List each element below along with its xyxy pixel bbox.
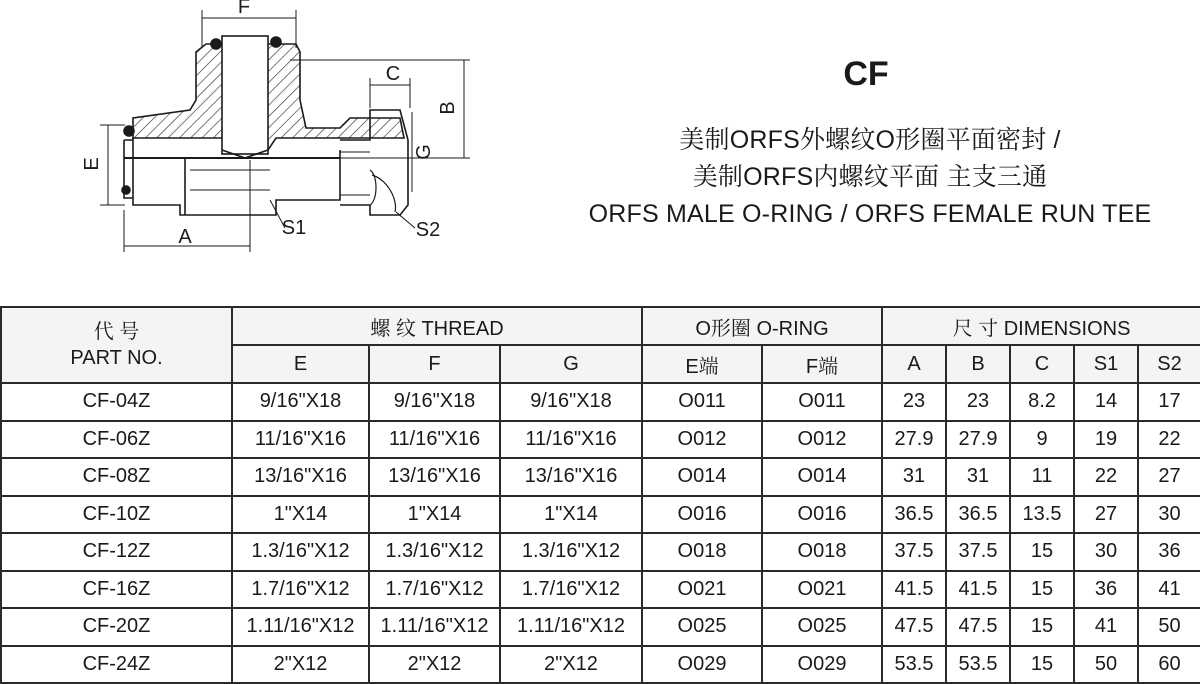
- cell-part-no: CF-24Z: [1, 646, 232, 684]
- col-oring-e: E端: [642, 345, 762, 383]
- cell-dim-c: 15: [1010, 608, 1074, 646]
- cell-oring-e: O029: [642, 646, 762, 684]
- cell-dim-s2: 22: [1138, 421, 1200, 459]
- cell-oring-e: O025: [642, 608, 762, 646]
- table-row: [1, 496, 1200, 534]
- table-row: [1, 571, 1200, 609]
- table-body: [1, 383, 1200, 683]
- cell-oring-e: O021: [642, 571, 762, 609]
- col-dim-a: A: [882, 345, 946, 383]
- dim-label-b: B: [437, 101, 459, 115]
- cell-dim-b: 23: [946, 383, 1010, 421]
- cell-oring-e: O014: [642, 458, 762, 496]
- cell-dim-s2: 17: [1138, 383, 1200, 421]
- col-dim-c: C: [1010, 345, 1074, 383]
- table-row: [1, 646, 1200, 684]
- cell-dim-s1: 14: [1074, 383, 1138, 421]
- cell-part-no: CF-20Z: [1, 608, 232, 646]
- cell-dim-a: 53.5: [882, 646, 946, 684]
- dim-label-e: E: [81, 157, 103, 171]
- cell-dim-a: 23: [882, 383, 946, 421]
- header-dimensions: 尺 寸 DIMENSIONS: [882, 307, 1200, 345]
- cell-part-no: CF-12Z: [1, 533, 232, 571]
- title-cn-line-1: 美制ORFS外螺纹O形圈平面密封 /: [679, 126, 1061, 154]
- table-row: [1, 458, 1200, 496]
- header-part-en: PART NO.: [70, 347, 163, 369]
- table-row: [1, 383, 1200, 421]
- header-part-cn: 代 号: [93, 321, 140, 343]
- cell-part-no: CF-04Z: [1, 383, 232, 421]
- cell-dim-c: 8.2: [1010, 383, 1074, 421]
- cell-dim-s1: 30: [1074, 533, 1138, 571]
- cell-oring-e: O011: [642, 383, 762, 421]
- cell-dim-s2: 60: [1138, 646, 1200, 684]
- cell-thread-f: 1.3/16"X12: [369, 533, 500, 571]
- title-block: [540, 55, 1200, 233]
- cell-dim-b: 41.5: [946, 571, 1010, 609]
- cell-oring-e: O016: [642, 496, 762, 534]
- col-oring-f: F端: [762, 345, 882, 383]
- dim-label-s1: S1: [281, 217, 307, 239]
- tee-fitting-drawing: [80, 0, 480, 260]
- cell-thread-g: 1.3/16"X12: [500, 533, 642, 571]
- header-part-no: [1, 307, 232, 383]
- cell-thread-f: 11/16"X16: [369, 421, 500, 459]
- spec-table: [0, 306, 1200, 684]
- cell-dim-c: 15: [1010, 571, 1074, 609]
- cell-oring-f: O014: [762, 458, 882, 496]
- cell-oring-f: O025: [762, 608, 882, 646]
- cell-dim-b: 31: [946, 458, 1010, 496]
- cell-oring-f: O016: [762, 496, 882, 534]
- cell-thread-g: 1.11/16"X12: [500, 608, 642, 646]
- cell-dim-s1: 41: [1074, 608, 1138, 646]
- cell-dim-s2: 41: [1138, 571, 1200, 609]
- cell-dim-b: 36.5: [946, 496, 1010, 534]
- header-thread: 螺 纹 THREAD: [232, 307, 642, 345]
- cell-oring-f: O021: [762, 571, 882, 609]
- cell-dim-c: 11: [1010, 458, 1074, 496]
- cell-thread-e: 1.11/16"X12: [232, 608, 369, 646]
- cell-dim-s1: 27: [1074, 496, 1138, 534]
- cell-dim-s1: 50: [1074, 646, 1138, 684]
- col-thread-e: E: [232, 345, 369, 383]
- cell-thread-g: 2"X12: [500, 646, 642, 684]
- cell-thread-f: 9/16"X18: [369, 383, 500, 421]
- table-row: [1, 421, 1200, 459]
- dim-label-c: C: [385, 63, 401, 85]
- cell-dim-s2: 36: [1138, 533, 1200, 571]
- cell-dim-a: 41.5: [882, 571, 946, 609]
- cell-part-no: CF-08Z: [1, 458, 232, 496]
- header-oring: O形圈 O-RING: [642, 307, 882, 345]
- cell-thread-e: 2"X12: [232, 646, 369, 684]
- cell-thread-e: 1.7/16"X12: [232, 571, 369, 609]
- cell-dim-c: 9: [1010, 421, 1074, 459]
- cell-dim-s2: 30: [1138, 496, 1200, 534]
- cell-dim-b: 27.9: [946, 421, 1010, 459]
- cell-dim-a: 36.5: [882, 496, 946, 534]
- cell-oring-f: O011: [762, 383, 882, 421]
- cell-thread-e: 9/16"X18: [232, 383, 369, 421]
- title-cn-line-2: 美制ORFS内螺纹平面 主支三通: [692, 163, 1048, 191]
- col-thread-g: G: [500, 345, 642, 383]
- cell-thread-e: 13/16"X16: [232, 458, 369, 496]
- cell-dim-s1: 19: [1074, 421, 1138, 459]
- dim-label-f: F: [237, 0, 251, 18]
- cell-dim-a: 31: [882, 458, 946, 496]
- cell-thread-g: 9/16"X18: [500, 383, 642, 421]
- cell-dim-s2: 27: [1138, 458, 1200, 496]
- dim-label-a: A: [178, 226, 192, 248]
- cell-oring-f: O029: [762, 646, 882, 684]
- cell-dim-a: 27.9: [882, 421, 946, 459]
- cell-thread-e: 1.3/16"X12: [232, 533, 369, 571]
- model-code: CF: [843, 55, 889, 93]
- cell-thread-g: 13/16"X16: [500, 458, 642, 496]
- title-en: ORFS MALE O-RING / ORFS FEMALE RUN TEE: [588, 200, 1152, 228]
- cell-dim-c: 15: [1010, 646, 1074, 684]
- cell-thread-g: 11/16"X16: [500, 421, 642, 459]
- cell-part-no: CF-06Z: [1, 421, 232, 459]
- cell-thread-f: 1"X14: [369, 496, 500, 534]
- cell-dim-s1: 22: [1074, 458, 1138, 496]
- cell-thread-f: 2"X12: [369, 646, 500, 684]
- cell-oring-f: O012: [762, 421, 882, 459]
- cell-part-no: CF-10Z: [1, 496, 232, 534]
- cell-dim-a: 37.5: [882, 533, 946, 571]
- cell-thread-f: 1.7/16"X12: [369, 571, 500, 609]
- table-row: [1, 533, 1200, 571]
- cell-dim-c: 15: [1010, 533, 1074, 571]
- col-thread-f: F: [369, 345, 500, 383]
- cell-thread-e: 1"X14: [232, 496, 369, 534]
- cell-dim-s2: 50: [1138, 608, 1200, 646]
- fitting-body: [122, 36, 408, 215]
- cell-oring-e: O012: [642, 421, 762, 459]
- cell-thread-g: 1.7/16"X12: [500, 571, 642, 609]
- cell-thread-g: 1"X14: [500, 496, 642, 534]
- cell-dim-b: 47.5: [946, 608, 1010, 646]
- col-dim-s1: S1: [1074, 345, 1138, 383]
- table-row: [1, 608, 1200, 646]
- cell-oring-f: O018: [762, 533, 882, 571]
- cell-thread-f: 13/16"X16: [369, 458, 500, 496]
- cell-thread-f: 1.11/16"X12: [369, 608, 500, 646]
- col-dim-b: B: [946, 345, 1010, 383]
- cell-dim-s1: 36: [1074, 571, 1138, 609]
- cell-part-no: CF-16Z: [1, 571, 232, 609]
- col-dim-s2: S2: [1138, 345, 1200, 383]
- cell-oring-e: O018: [642, 533, 762, 571]
- cell-dim-b: 53.5: [946, 646, 1010, 684]
- cell-dim-b: 37.5: [946, 533, 1010, 571]
- cell-thread-e: 11/16"X16: [232, 421, 369, 459]
- dim-label-g: G: [413, 144, 435, 160]
- cell-dim-c: 13.5: [1010, 496, 1074, 534]
- cell-dim-a: 47.5: [882, 608, 946, 646]
- dim-label-s2: S2: [415, 219, 441, 241]
